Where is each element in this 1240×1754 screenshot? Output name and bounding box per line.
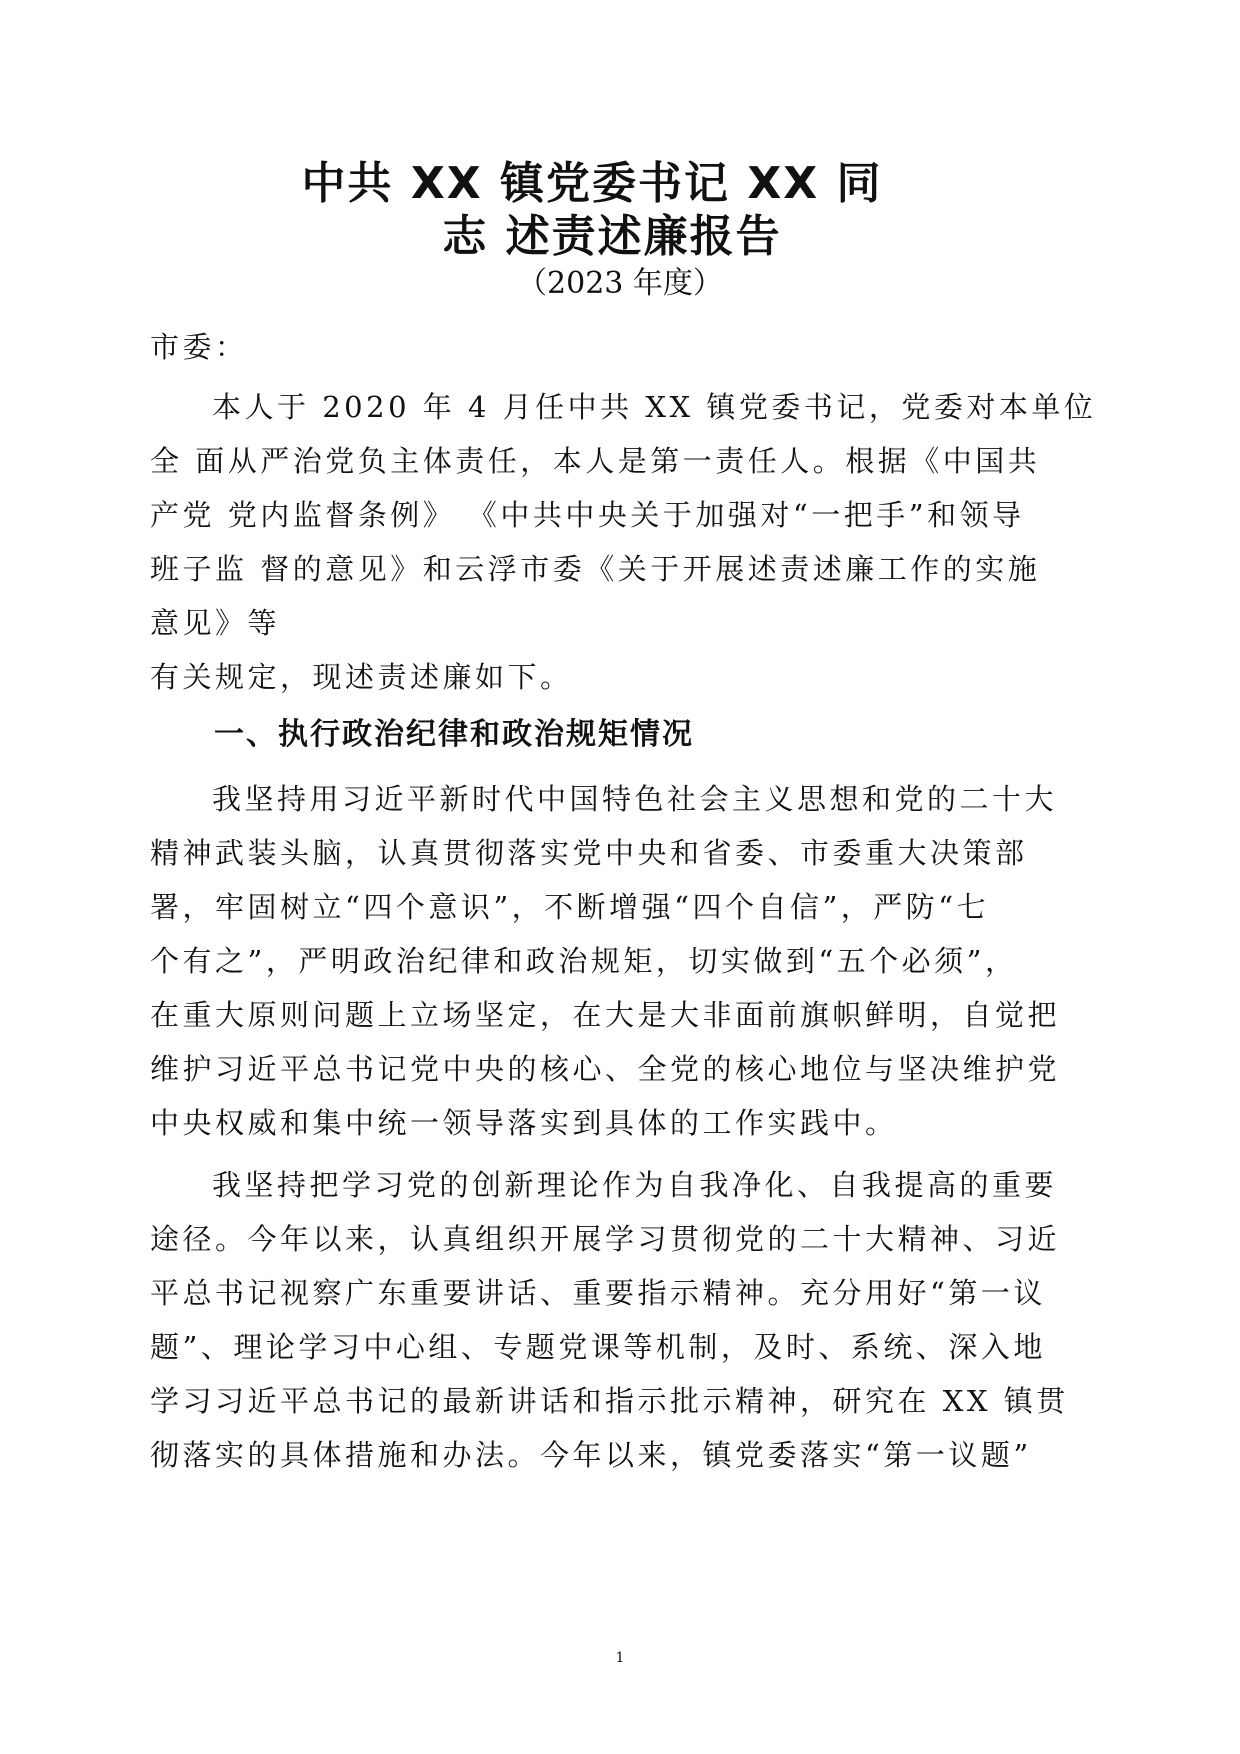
paragraph-line: 中央权威和集中统一领导落实到具体的工作实践中。 — [150, 1106, 898, 1140]
paragraph-line: 维护习近平总书记党中央的核心、全党的核心地位与坚决维护党 — [150, 1052, 1061, 1086]
page-number: 1 — [615, 1650, 625, 1666]
paragraph-line: 彻落实的具体措施和办法。今年以来，镇党委落实“第一议题” — [150, 1438, 1032, 1472]
paragraph-line: 有关规定，现述责述廉如下。 — [150, 660, 573, 694]
paragraph-2 — [150, 772, 1090, 1150]
paragraph-line: 产党 党内监督条例》 《中共中央关于加强对“一把手”和领导 — [150, 498, 1025, 532]
document-title-line-2: 志 述责述廉报告 — [442, 211, 782, 262]
paragraph-line: 班子监 督的意见》和云浮市委《关于开展述责述廉工作的实施 — [150, 552, 1041, 586]
paragraph-line: 我坚持把学习党的创新理论作为自我净化、自我提高的重要 — [212, 1168, 1058, 1202]
paragraph-line: 平总书记视察广东重要讲话、重要指示精神。充分用好“第一议 — [150, 1276, 1046, 1310]
paragraph-line: 本人于 2020 年 4 月任中共 XX 镇党委书记，党委对本单位 — [212, 390, 1097, 424]
document-title-line-1: 中共 XX 镇党委书记 XX 同 — [301, 158, 883, 209]
paragraph-line: 学习习近平总书记的最新讲话和指示批示精神，研究在 XX 镇贯 — [150, 1384, 1069, 1418]
section-heading: 一、执行政治纪律和政治规矩情况 — [214, 717, 694, 752]
paragraph-line: 署，牢固树立“四个意识”，不断增强“四个自信”，严防“七 — [150, 890, 990, 924]
paragraph-line: 途径。今年以来，认真组织开展学习贯彻党的二十大精神、习近 — [150, 1222, 1061, 1256]
paragraph-line: 我坚持用习近平新时代中国特色社会主义思想和党的二十大 — [212, 782, 1058, 816]
paragraph-3 — [150, 1158, 1090, 1482]
salutation: 市委： — [150, 330, 248, 364]
paragraph-line: 精神武装头脑，认真贯彻落实党中央和省委、市委重大决策部 — [150, 836, 1028, 870]
paragraph-line: 全 面从严治党负主体责任，本人是第一责任人。根据《中国共 — [150, 444, 1041, 478]
paragraph-line: 在重大原则问题上立场坚定，在大是大非面前旗帜鲜明，自觉把 — [150, 998, 1061, 1032]
paragraph-line: 个有之”，严明政治纪律和政治规矩，切实做到“五个必须”， — [150, 944, 1018, 978]
paragraph-line: 意见》等 — [150, 606, 281, 640]
paragraph-line: 题”、理论学习中心组、专题党课等机制，及时、系统、深入地 — [150, 1330, 1046, 1364]
paragraph-1 — [150, 380, 1097, 704]
document-subtitle: （2023 年度） — [517, 266, 723, 301]
